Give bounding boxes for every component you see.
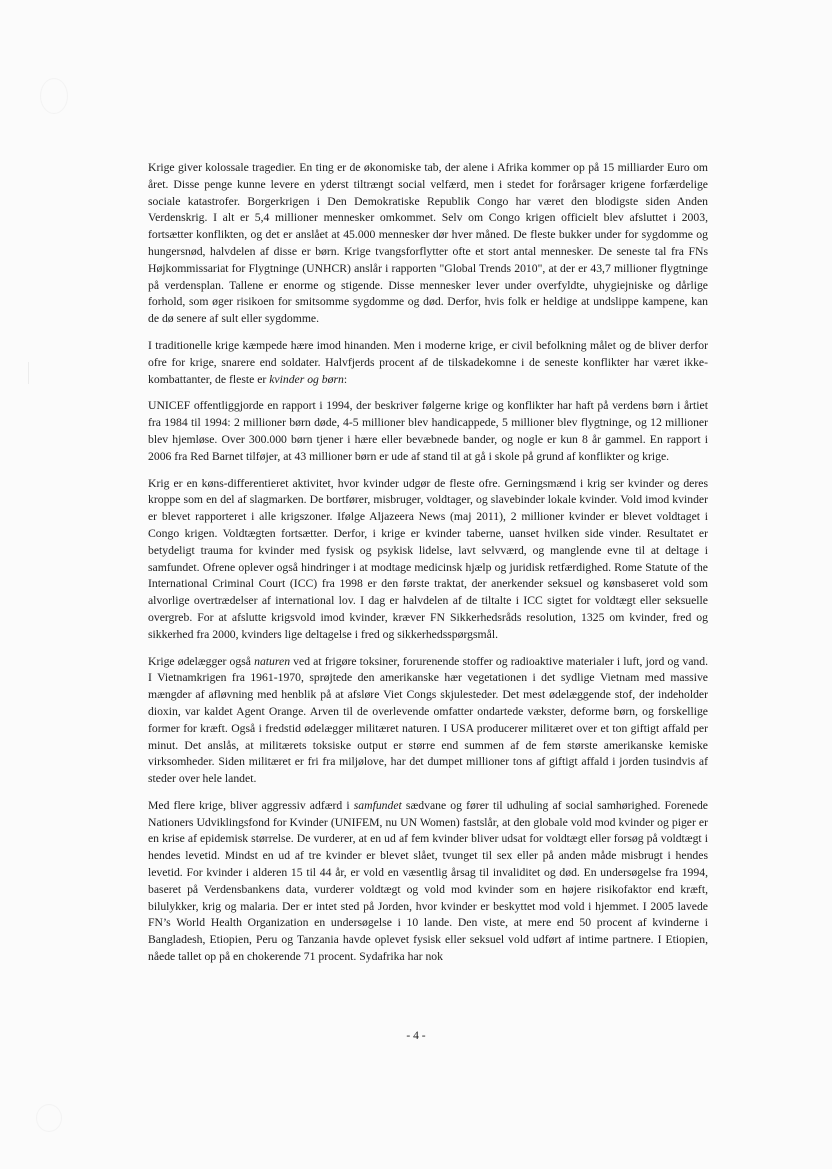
paragraph: [148, 476, 708, 644]
scan-mark: [28, 362, 29, 384]
scan-smudge: [40, 78, 68, 114]
text-run: :: [343, 372, 348, 386]
text-run: Krige ødelægger også: [148, 654, 255, 668]
text-run: Krige giver kolossale tragedier. En ting er de økonomiske tab, der alene i Afrika kommer op på 15 milliarder Euro om året. Disse penge kunne levere en yderst tiltrængt social velfærd, men i stedet for forårsager krigene forfærdelige sociale katastrofer. Borgerkrigen i Den Demokratiske Republik Congo har været den blodigste siden Anden Verdenskrig. I alt er 5,4 millioner mennesker omkommet. Selv om Congo krigen officielt blev afsluttet i 2003, fortsætter konflikten, og det er anslået at 45.000 mennesker dør hver måned. De fleste bukker under for sygdomme og hungersnød, halvdelen af disse er børn. Krige tvangsforflytter ofte et stort antal mennesker. De seneste tal fra FNs Højkommissariat for Flygtninge (UNHCR) anslår i rapporten "Global Trends 2010", at der er 43,7 millioner flygtninge på verdensplan. Tallene er enorme og stigende. Disse mennesker lever under overfyldte, uhygiejniske og dårlige forhold, som øger risikoen for smitsomme sygdomme og død. Derfor, hvis folk er heldige at undslippe kampene, kan de dø senere af sult eller sygdomme.: [148, 161, 708, 326]
text-run: UNICEF offentliggjorde en rapport i 1994, der beskriver følgerne krige og konflikter har haft på verdens børn i årtiet fra 1984 til 1994: 2 millioner børn døde, 4-5 millioner blev handicappede, 5 millioner blev flygtninge, og 12 millioner blev hjemløse. Over 300.000 børn tjener i hære eller bevæbnede bander, og nogle er kun 8 år gammel. En rapport i 2006 fra Red Barnet tilføjer, at 43 millioner børn er ude af stand til at gå i skole på grund af konflikter og krige.: [148, 399, 708, 463]
text-run: sædvane og fører til udhuling af social samhørighed. Forenede Nationers Udviklingsfond for Kvinder (UNIFEM, nu UN Women) fastslår, at den globale vold mod kvinder og piger er en krise af epidemisk størrelse. De vurderer, at en ud af fem kvinder bliver udsat for voldtægt eller forsøg på voldtægt i hendes levetid. Mindst en ud af tre kvinder er blevet slået, tvunget til sex eller på anden måde misbrugt i hendes levetid. For kvinder i alderen 15 til 44 år, er vold en væsentlig årsag til invaliditet og død. En undersøgelse fra 1994, baseret på Verdensbankens data, vurderer voldtægt og vold mod kvinder som en højere risikofaktor end kræft, bilulykker, krig og malaria. Der er intet sted på Jorden, hvor kvinder er beskyttet mod vold i hjemmet. I 2005 lavede FN’s World Health Organization en undersøgelse i 10 lande. Den viste, at mere end 50 procent af kvinderne i Bangladesh, Etiopien, Peru og Tanzania havde oplevet fysisk eller seksuel vold udført af intime partnere. I Etiopien, nåede tallet op på en chokerende 71 procent. Sydafrika har nok: [148, 798, 708, 964]
italic-text: naturen: [254, 654, 291, 668]
document-body: [148, 160, 708, 976]
paragraph: [148, 338, 708, 388]
text-run: Krig er en køns-differentieret aktivitet, hvor kvinder udgør de fleste ofre. Gerningsmænd i krig ser kvinder og deres kroppe som en del af slagmarken. De bortfører, misbruger, voldtager, og slavebinder lokale kvinder. Vold imod kvinder er blevet rapporteret i alle krigszoner. Ifølge Aljazeera News (maj 2011), 2 millioner kvinder er blevet voldtaget i Congo krigen. Voldtægten fortsætter. Derfor, i krige er kvinder taberne, uanset hvilken side vinder. Resultatet er betydeligt trauma for kvinder med fysisk og psykisk lidelse, lavt selvværd, og manglende evne til at deltage i samfundet. Ofrene oplever også hindringer i at modtage medicinsk hjælp og juridisk retfærdighed. Rome Statute of the International Criminal Court (ICC) fra 1998 er den første traktat, der anerkender seksuel og kønsbaseret vold som alvorlige overtrædelser af international lov. I dag er halvdelen af de tiltalte i ICC sigtet for voldtægt eller seksuelle overgreb. For at afslutte krigsvold imod kvinder, kræver FN Sikkerhedsråds resolution, 1325 om kvinder, fred og sikkerhed fra 2000, kvinders lige deltagelse i fred og sikkerhedsspørgsmål.: [148, 476, 708, 641]
paragraph: [148, 798, 708, 966]
italic-text: samfundet: [353, 798, 402, 812]
text-run: I traditionelle krige kæmpede hære imod hinanden. Men i moderne krige, er civil befolkning målet og de bliver derfor ofre for krige, snarere end soldater. Halvfjerds procent af de tilskadekomne i de seneste konflikter har været ikke-kombattanter, de fleste er: [148, 338, 708, 386]
scan-smudge: [36, 1104, 62, 1132]
paragraph: [148, 160, 708, 328]
text-run: ved at frigøre toksiner, forurenende stoffer og radioaktive materialer i luft, jord og vand. I Vietnamkrigen fra 1961-1970, sprøjtede den amerikanske hær vegetationen i det sydlige Vietnam med massive mængder af afløvning med henblik på at afsløre Viet Congs skjulesteder. Det mest ødelæggende stof, der indeholder dioxin, var kaldet Agent Orange. Arven til de overlevende omfatter ondartede vækster, deforme børn, og forskellige former for kræft. Også i fredstid ødelægger militæret naturen. I USA producerer militæret over et ton giftigt affald per minut. Det anslås, at militærets toksiske output er større end summen af de fem største amerikanske kemiske virksomheder. Siden militæret er fri fra miljølove, har det dumpet millioner tons af giftigt affald i jorden tusindvis af steder over hele landet.: [148, 654, 708, 786]
page-number: - 4 -: [406, 1030, 426, 1042]
italic-text: kvinder og børn: [269, 372, 344, 386]
paragraph: [148, 654, 708, 788]
paragraph: [148, 398, 708, 465]
text-run: Med flere krige, bliver aggressiv adfærd i: [148, 798, 354, 812]
